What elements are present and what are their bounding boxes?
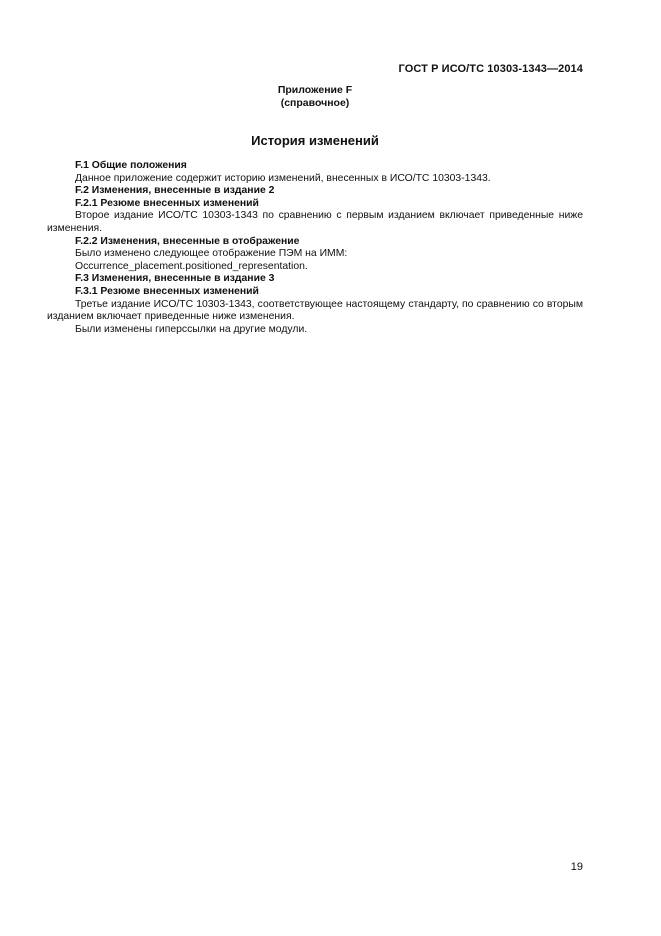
section-heading-f31: F.3.1 Резюме внесенных изменений [75,285,259,297]
paragraph-f22-1: Было изменено следующее отображение ПЭМ на ИММ: [75,248,348,260]
page-title: История изменений [251,133,379,148]
annex-heading [0,84,630,110]
section-heading-f22: F.2.2 Изменения, внесенные в отображение [75,235,300,247]
section-heading-f21: F.2.1 Резюме внесенных изменений [75,197,259,209]
paragraph-f31-2: Были изменены гиперссылки на другие модули. [75,323,308,335]
section-heading-f2: F.2 Изменения, внесенные в издание 2 [75,185,275,197]
document-body [47,160,583,336]
paragraph-f1: Данное приложение содержит историю изменений, внесенных в ИСО/ТС 10303-1343. [75,172,491,184]
annex-subtitle: (справочное) [280,97,350,109]
paragraph-f21: Второе издание ИСО/ТС 10303-1343 по сравнению с первым изданием включает приведенные ниже изменения. [47,210,583,234]
paragraph-f22-2: Occurrence_placement.positioned_representation. [75,260,308,272]
section-heading-f3: F.3 Изменения, внесенные в издание 3 [75,273,275,285]
section-heading-f1: F.1 Общие положения [75,160,187,171]
page-number: 19 [570,861,583,873]
paragraph-f31: Третье издание ИСО/ТС 10303-1343, соответствующее настоящему стандарту, по сравнению со вторым изданием включает приведенные ниже изменения. [47,298,583,323]
annex-title: Приложение F [277,84,353,96]
document-code: ГОСТ Р ИСО/ТС 10303-1343—2014 [398,63,583,75]
